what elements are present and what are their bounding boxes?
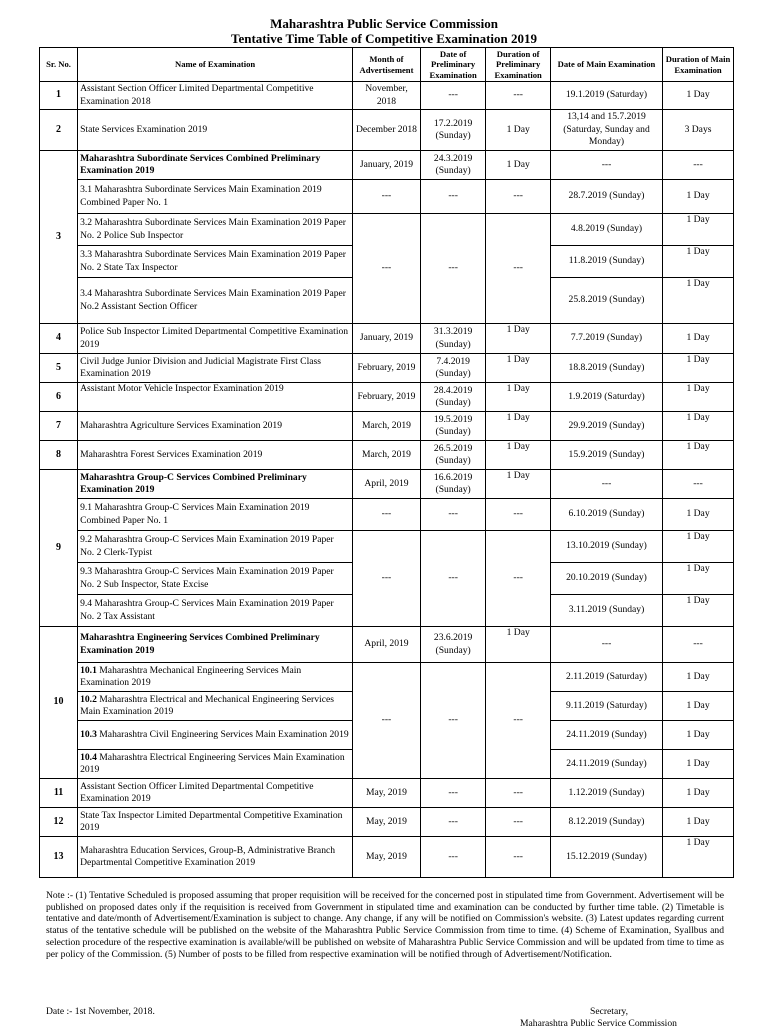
main-date: 24.11.2019 (Sunday): [550, 721, 662, 750]
main-date: 8.12.2019 (Sunday): [550, 808, 662, 837]
pre-duration: ---: [486, 531, 551, 627]
pre-date: ---: [420, 531, 486, 627]
pre-duration: 1 Day: [486, 324, 551, 354]
pre-date: ---: [420, 779, 486, 808]
pre-date: ---: [420, 499, 486, 531]
main-duration: 1 Day: [663, 779, 734, 808]
table-row: [40, 214, 734, 246]
main-date: 24.11.2019 (Sunday): [550, 750, 662, 779]
pre-date: ---: [420, 837, 486, 878]
pre-date: 7.4.2019 (Sunday): [420, 354, 486, 383]
sr-no: 12: [40, 808, 78, 837]
document-subtitle: Tentative Time Table of Competitive Examination 2019: [231, 31, 537, 46]
exam-title: Maharashtra Mechanical Engineering Services Main Examination 2019: [80, 664, 302, 688]
main-date: 1.12.2019 (Sunday): [550, 779, 662, 808]
sr-no: 7: [40, 412, 78, 441]
main-duration: ---: [663, 627, 734, 663]
pre-date: 17.2.2019 (Sunday): [420, 110, 486, 151]
exam-name: 3.3 Maharashtra Subordinate Services Main Examination 2019 Paper No. 2 State Tax Inspector: [78, 246, 353, 278]
exam-number: 10.1: [80, 664, 97, 676]
pre-date: 24.3.2019 (Sunday): [420, 151, 486, 180]
pre-duration: ---: [486, 837, 551, 878]
adv-month: May, 2019: [353, 808, 421, 837]
pre-duration: 1 Day: [486, 354, 551, 383]
adv-month: February, 2019: [353, 354, 421, 383]
adv-month: April, 2019: [353, 470, 421, 499]
pre-duration: 1 Day: [486, 441, 551, 470]
main-duration: ---: [663, 151, 734, 180]
sr-no: 4: [40, 324, 78, 354]
table-row: [40, 627, 734, 663]
adv-month: ---: [353, 663, 421, 779]
exam-title: Maharashtra Electrical Engineering Services Main Examination 2019: [80, 751, 345, 775]
sr-no: 11: [40, 779, 78, 808]
pre-date: 31.3.2019 (Sunday): [420, 324, 486, 354]
exam-name: Police Sub Inspector Limited Departmental Competitive Examination 2019: [78, 324, 353, 354]
sr-no: 10: [40, 627, 78, 779]
header-main-date: Date of Main Examination: [550, 48, 662, 82]
main-date: 7.7.2019 (Sunday): [550, 324, 662, 354]
pre-date: 28.4.2019 (Sunday): [420, 383, 486, 412]
pre-duration: ---: [486, 808, 551, 837]
main-date: 3.11.2019 (Sunday): [550, 595, 662, 627]
main-duration: 1 Day: [663, 837, 734, 878]
main-duration: 1 Day: [663, 324, 734, 354]
pre-duration: ---: [486, 499, 551, 531]
adv-month: November, 2018: [353, 82, 421, 110]
exam-name: Maharashtra Engineering Services Combined Preliminary Examination 2019: [78, 627, 353, 663]
main-duration: 1 Day: [663, 531, 734, 563]
exam-name: Maharashtra Subordinate Services Combined Preliminary Examination 2019: [78, 151, 353, 180]
signatory-org: Maharashtra Public Service Commission: [520, 1018, 677, 1029]
exam-name: 3.2 Maharashtra Subordinate Services Main Examination 2019 Paper No. 2 Police Sub Inspector: [78, 214, 353, 246]
pre-date: 16.6.2019 (Sunday): [420, 470, 486, 499]
pre-date: ---: [420, 214, 486, 324]
exam-title: Maharashtra Civil Engineering Services Main Examination 2019: [99, 728, 349, 740]
pre-date: 23.6.2019 (Sunday): [420, 627, 486, 663]
exam-number: 10.2: [80, 693, 97, 705]
sr-no: 8: [40, 441, 78, 470]
main-duration: 1 Day: [663, 214, 734, 246]
main-duration: 3 Days: [663, 110, 734, 151]
main-date: ---: [550, 470, 662, 499]
adv-month: ---: [353, 214, 421, 324]
header-main-duration: Duration of Main Examination: [663, 48, 734, 82]
pre-duration: 1 Day: [486, 412, 551, 441]
table-row: [40, 441, 734, 470]
pre-duration: 1 Day: [486, 470, 551, 499]
sr-no: 1: [40, 82, 78, 110]
main-duration: ---: [663, 470, 734, 499]
document-title: Maharashtra Public Service Commission: [270, 16, 498, 31]
sr-no: 5: [40, 354, 78, 383]
table-row: [40, 837, 734, 878]
main-date: 2.11.2019 (Saturday): [550, 663, 662, 692]
main-duration: 1 Day: [663, 663, 734, 692]
main-date: 15.9.2019 (Sunday): [550, 441, 662, 470]
table-row: [40, 531, 734, 563]
exam-name: [78, 663, 353, 692]
table-row: [40, 663, 734, 692]
exam-name: 9.2 Maharashtra Group-C Services Main Examination 2019 Paper No. 2 Clerk-Typist: [78, 531, 353, 563]
adv-month: December 2018: [353, 110, 421, 151]
main-date: 15.12.2019 (Sunday): [550, 837, 662, 878]
exam-name: State Services Examination 2019: [78, 110, 353, 151]
pre-duration: 1 Day: [486, 151, 551, 180]
main-duration: 1 Day: [663, 180, 734, 214]
pre-date: 26.5.2019 (Sunday): [420, 441, 486, 470]
main-duration: 1 Day: [663, 354, 734, 383]
header-pre-duration: Duration of Preliminary Examination: [486, 48, 551, 82]
sr-no: 9: [40, 470, 78, 627]
main-date: 19.1.2019 (Saturday): [550, 82, 662, 110]
exam-number: 10.4: [80, 751, 97, 763]
main-date: 1.9.2019 (Saturday): [550, 383, 662, 412]
table-row: [40, 412, 734, 441]
exam-name: Maharashtra Agriculture Services Examination 2019: [78, 412, 353, 441]
pre-duration: 1 Day: [486, 110, 551, 151]
main-duration: 1 Day: [663, 563, 734, 595]
exam-name: 9.1 Maharashtra Group-C Services Main Examination 2019 Combined Paper No. 1: [78, 499, 353, 531]
pre-duration: ---: [486, 180, 551, 214]
pre-duration: 1 Day: [486, 627, 551, 663]
main-date: 13,14 and 15.7.2019 (Saturday, Sunday and Monday): [550, 110, 662, 151]
sr-no: 13: [40, 837, 78, 878]
main-duration: 1 Day: [663, 278, 734, 324]
header-sr-no: Sr. No.: [40, 48, 78, 82]
main-date: 13.10.2019 (Sunday): [550, 531, 662, 563]
adv-month: ---: [353, 531, 421, 627]
main-date: 9.11.2019 (Saturday): [550, 692, 662, 721]
exam-name: Assistant Motor Vehicle Inspector Examination 2019: [78, 383, 353, 412]
main-duration: 1 Day: [663, 499, 734, 531]
main-duration: 1 Day: [663, 246, 734, 278]
main-duration: 1 Day: [663, 721, 734, 750]
main-date: 28.7.2019 (Sunday): [550, 180, 662, 214]
pre-date: ---: [420, 180, 486, 214]
main-date: ---: [550, 627, 662, 663]
pre-date: 19.5.2019 (Sunday): [420, 412, 486, 441]
adv-month: March, 2019: [353, 412, 421, 441]
exam-name: 3.4 Maharashtra Subordinate Services Main Examination 2019 Paper No.2 Assistant Section Officer: [78, 278, 353, 324]
main-duration: 1 Day: [663, 692, 734, 721]
table-row: [40, 354, 734, 383]
exam-name: [78, 692, 353, 721]
main-duration: 1 Day: [663, 82, 734, 110]
table-header-row: [40, 48, 734, 82]
main-duration: 1 Day: [663, 441, 734, 470]
adv-month: January, 2019: [353, 324, 421, 354]
main-duration: 1 Day: [663, 750, 734, 779]
adv-month: May, 2019: [353, 837, 421, 878]
pre-date: ---: [420, 663, 486, 779]
sr-no: 6: [40, 383, 78, 412]
adv-month: March, 2019: [353, 441, 421, 470]
exam-number: 10.3: [80, 728, 97, 740]
main-date: 4.8.2019 (Sunday): [550, 214, 662, 246]
table-row: [40, 110, 734, 151]
sr-no: 2: [40, 110, 78, 151]
exam-name: [78, 721, 353, 750]
table-row: [40, 383, 734, 412]
main-date: 20.10.2019 (Sunday): [550, 563, 662, 595]
adv-month: May, 2019: [353, 779, 421, 808]
table-row: [40, 82, 734, 110]
pre-duration: 1 Day: [486, 383, 551, 412]
main-date: 6.10.2019 (Sunday): [550, 499, 662, 531]
exam-name: 9.4 Maharashtra Group-C Services Main Examination 2019 Paper No. 2 Tax Assistant: [78, 595, 353, 627]
adv-month: April, 2019: [353, 627, 421, 663]
pre-date: ---: [420, 82, 486, 110]
adv-month: January, 2019: [353, 151, 421, 180]
exam-name: 9.3 Maharashtra Group-C Services Main Examination 2019 Paper No. 2 Sub Inspector, State Excise: [78, 563, 353, 595]
table-row: [40, 779, 734, 808]
exam-timetable: [39, 47, 734, 878]
header-name: Name of Examination: [78, 48, 353, 82]
adv-month: ---: [353, 180, 421, 214]
notes-paragraph: Note :- (1) Tentative Scheduled is proposed assuming that proper requisition will be received for the concerned post in stipulated time from Government. Advertisement will be published on proposed dates only if the requisition is received from Government in stipulated time and examination can be conducted by further time table. (2) Timetable is tentative and date/month of Advertisement/Examination is subject to change. Any change, if any will be notified on Commission's website. (3) Latest updates regarding current status of the tentative schedule will be published on the website of the Maharashtra Public Service Commission from time to time. (4) Scheme of Examination, Syallbus and selection procedure of the respective examination is available/will be published on website of Maharashtra Public Service Commission and will be updated from time to time as per policy of the Commission. (5) Number of posts to be filled from respective examination will be notified through of Advertisement/Notification.: [46, 890, 724, 960]
table-row: [40, 324, 734, 354]
pre-date: ---: [420, 808, 486, 837]
main-duration: 1 Day: [663, 383, 734, 412]
main-date: 25.8.2019 (Sunday): [550, 278, 662, 324]
pre-duration: ---: [486, 779, 551, 808]
exam-name: [78, 750, 353, 779]
exam-name: Maharashtra Education Services, Group-B, Administrative Branch Departmental Competitive Examination 2019: [78, 837, 353, 878]
header-pre-date: Date of Preliminary Examination: [420, 48, 486, 82]
exam-name: State Tax Inspector Limited Departmental Competitive Examination 2019: [78, 808, 353, 837]
exam-name: 3.1 Maharashtra Subordinate Services Main Examination 2019 Combined Paper No. 1: [78, 180, 353, 214]
main-date: ---: [550, 151, 662, 180]
issue-date: Date :- 1st November, 2018.: [46, 1006, 155, 1017]
exam-name: Assistant Section Officer Limited Departmental Competitive Examination 2019: [78, 779, 353, 808]
table-row: [40, 499, 734, 531]
main-date: 18.8.2019 (Sunday): [550, 354, 662, 383]
main-duration: 1 Day: [663, 412, 734, 441]
table-row: [40, 808, 734, 837]
adv-month: February, 2019: [353, 383, 421, 412]
pre-duration: ---: [486, 82, 551, 110]
exam-title: Maharashtra Electrical and Mechanical Engineering Services Main Examination 2019: [80, 693, 334, 717]
main-duration: 1 Day: [663, 808, 734, 837]
main-duration: 1 Day: [663, 595, 734, 627]
sr-no: 3: [40, 151, 78, 324]
exam-name: Assistant Section Officer Limited Departmental Competitive Examination 2018: [78, 82, 353, 110]
table-row: [40, 180, 734, 214]
signatory-title: Secretary,: [590, 1006, 628, 1017]
adv-month: ---: [353, 499, 421, 531]
header-month: Month of Advertisement: [353, 48, 421, 82]
exam-name: Maharashtra Group-C Services Combined Preliminary Examination 2019: [78, 470, 353, 499]
table-row: [40, 470, 734, 499]
exam-name: Maharashtra Forest Services Examination 2019: [78, 441, 353, 470]
pre-duration: ---: [486, 214, 551, 324]
main-date: 29.9.2019 (Sunday): [550, 412, 662, 441]
pre-duration: ---: [486, 663, 551, 779]
table-row: [40, 151, 734, 180]
exam-name: Civil Judge Junior Division and Judicial Magistrate First Class Examination 2019: [78, 354, 353, 383]
main-date: 11.8.2019 (Sunday): [550, 246, 662, 278]
